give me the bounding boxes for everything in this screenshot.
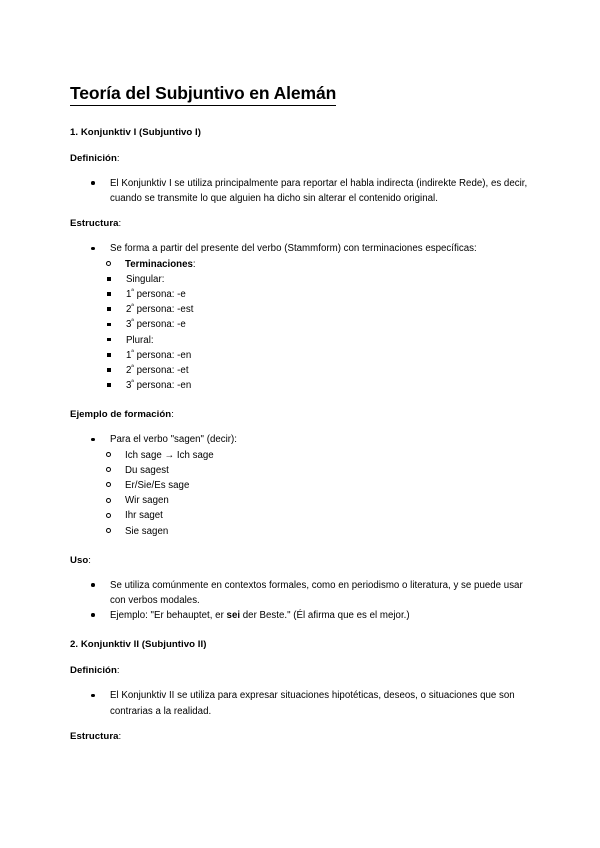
- plural-endings-list: [107, 348, 528, 394]
- label-estructura-1: [70, 217, 528, 230]
- bullet-square-icon: [107, 363, 119, 378]
- uso-example-post: der Beste." (Él afirma que es el mejor.): [240, 610, 410, 622]
- document-content: [70, 82, 528, 754]
- uso-example-bold-sei: sei: [226, 610, 241, 622]
- list-item: [107, 333, 528, 348]
- list-item: [106, 508, 528, 523]
- bullet-square-icon: [107, 378, 119, 393]
- conjugation-text-5: Ihr saget: [125, 510, 163, 522]
- definicion-bullet-text-2: El Konjunktiv II se utiliza para expresar situaciones hipotéticas, deseos, o situaciones que son contrarias a la realidad.: [110, 690, 515, 717]
- bullet-circle-icon: [106, 508, 118, 523]
- spacer: [70, 623, 528, 638]
- label-definicion-1: [70, 152, 528, 165]
- ordinal-suffix: ª: [131, 379, 134, 386]
- spacer: [70, 206, 528, 217]
- bullet-disc-icon: [91, 241, 103, 256]
- singular-ending-text-3: persona: -e: [136, 319, 186, 331]
- singular-ending-text-1: persona: -e: [136, 289, 186, 301]
- bullet-square-icon: [107, 348, 119, 363]
- list-item: [107, 348, 528, 363]
- ordinal: 1: [126, 349, 132, 361]
- uso-bullet-text-1: Se utiliza comúnmente en contextos formales, como en periodismo o literatura, y se puede usar con verbos modales.: [110, 579, 523, 607]
- label-uso: [70, 554, 528, 567]
- ejemplo-bullet-text: Para el verbo "sagen" (decir):: [110, 434, 238, 446]
- bullet-square-icon: [107, 302, 119, 317]
- conjugation-text-4: Wir sagen: [125, 495, 169, 507]
- bullet-square-icon: [107, 272, 119, 287]
- list-item: [107, 378, 528, 393]
- singular-ending-text-2: persona: -est: [136, 304, 194, 316]
- list-item: [107, 287, 528, 302]
- section-heading-konjunktiv-2: 2. Konjunktiv II (Subjuntivo II): [70, 639, 207, 651]
- list-item: [106, 493, 528, 508]
- list-item: [106, 478, 528, 493]
- ordinal-suffix: ª: [131, 318, 134, 326]
- conjugation-text-2: Du sagest: [125, 464, 169, 476]
- ordinal: 2: [126, 304, 132, 316]
- list-item: [106, 257, 528, 272]
- ordinal: 3: [126, 380, 132, 392]
- estructura-bullet-text-1: Se forma a partir del presente del verbo (Stammform) con terminaciones específicas:: [110, 243, 477, 255]
- terminaciones-label-text: Terminaciones: [125, 258, 193, 270]
- bullet-square-icon: [107, 333, 119, 348]
- conjugation-text-6: Sie sagen: [125, 525, 169, 537]
- definicion-list-1: [91, 176, 528, 206]
- list-item: [91, 241, 528, 256]
- uso-label-text: Uso: [70, 554, 89, 566]
- colon-4: :: [171, 409, 174, 421]
- list-item: [91, 432, 528, 447]
- colon-2: :: [118, 218, 122, 230]
- definicion-label-text: Definición: [70, 153, 117, 164]
- plural-label-text: Plural:: [126, 334, 154, 346]
- spacer: [70, 539, 528, 554]
- estructura-label-text-2: Estructura: [70, 730, 119, 742]
- singular-group: [107, 272, 528, 287]
- uso-list: [91, 578, 528, 624]
- ordinal: 2: [126, 365, 132, 377]
- label-ejemplo-formacion: [70, 408, 528, 421]
- spacer: [70, 719, 528, 730]
- bullet-circle-icon: [106, 257, 118, 272]
- estructura-list-1: [91, 241, 528, 256]
- plural-ending-text-1: persona: -en: [136, 349, 192, 361]
- bullet-disc-icon: [91, 578, 103, 593]
- bullet-square-icon: [107, 287, 119, 302]
- ordinal-suffix: ª: [131, 302, 134, 310]
- bullet-square-icon: [107, 317, 119, 332]
- label-estructura-2: [70, 730, 528, 743]
- list-item: [91, 578, 528, 608]
- section-heading-konjunktiv-1: 1. Konjunktiv I (Subjuntivo I): [70, 127, 202, 138]
- bullet-disc-icon: [91, 176, 103, 191]
- list-item: [106, 463, 528, 478]
- list-item: [106, 524, 528, 539]
- colon-1: :: [116, 153, 120, 164]
- ordinal-suffix: ª: [131, 363, 134, 371]
- bullet-circle-icon: [106, 478, 118, 493]
- ordinal: 1: [126, 289, 132, 301]
- ejemplo-label-text: Ejemplo de formación: [70, 409, 172, 421]
- ejemplo-list: [91, 432, 528, 447]
- list-item: [91, 688, 528, 718]
- list-item: [107, 363, 528, 378]
- colon-6: :: [116, 665, 120, 677]
- colon-5: :: [88, 554, 91, 566]
- ordinal-suffix: ª: [131, 348, 134, 356]
- ordinal-suffix: ª: [131, 287, 134, 295]
- list-item: [91, 608, 528, 623]
- definicion-label-text-2: Definición: [70, 665, 117, 677]
- page-title: Teoría del Subjuntivo en Alemán: [70, 82, 336, 106]
- list-item: [91, 176, 528, 206]
- conjugation-text-1: Ich sage → Ich sage: [125, 449, 214, 461]
- terminaciones-list: [106, 257, 528, 272]
- ordinal: 3: [126, 319, 132, 331]
- list-item: [107, 317, 528, 332]
- bullet-circle-icon: [106, 524, 118, 539]
- bullet-disc-icon: [91, 688, 103, 703]
- plural-ending-text-3: persona: -en: [136, 380, 192, 392]
- bullet-circle-icon: [106, 448, 118, 463]
- conjugation-list: [106, 448, 528, 539]
- estructura-label-text: Estructura: [70, 218, 119, 230]
- bullet-circle-icon: [106, 493, 118, 508]
- plural-ending-text-2: persona: -et: [136, 365, 189, 377]
- singular-endings-list: [107, 287, 528, 333]
- definicion-list-2: [91, 688, 528, 718]
- uso-example-pre: Ejemplo: "Er behauptet, er: [110, 610, 227, 622]
- list-item: [107, 302, 528, 317]
- spacer: [70, 393, 528, 408]
- list-item: [106, 448, 528, 463]
- singular-label-text: Singular:: [126, 273, 165, 285]
- plural-group: [107, 333, 528, 348]
- colon-3: :: [192, 258, 196, 270]
- label-definicion-2: [70, 664, 528, 677]
- colon-7: :: [118, 730, 122, 742]
- definicion-bullet-text-1: El Konjunktiv I se utiliza principalmente para reportar el habla indirecta (indirekte Rede), es decir, cuando se transmite lo que alguien ha dicho sin alterar el contenido original.: [110, 178, 528, 205]
- list-item: [107, 272, 528, 287]
- conjugation-text-3: Er/Sie/Es sage: [125, 480, 190, 492]
- bullet-disc-icon: [91, 608, 103, 623]
- bullet-disc-icon: [91, 432, 103, 447]
- bullet-circle-icon: [106, 463, 118, 478]
